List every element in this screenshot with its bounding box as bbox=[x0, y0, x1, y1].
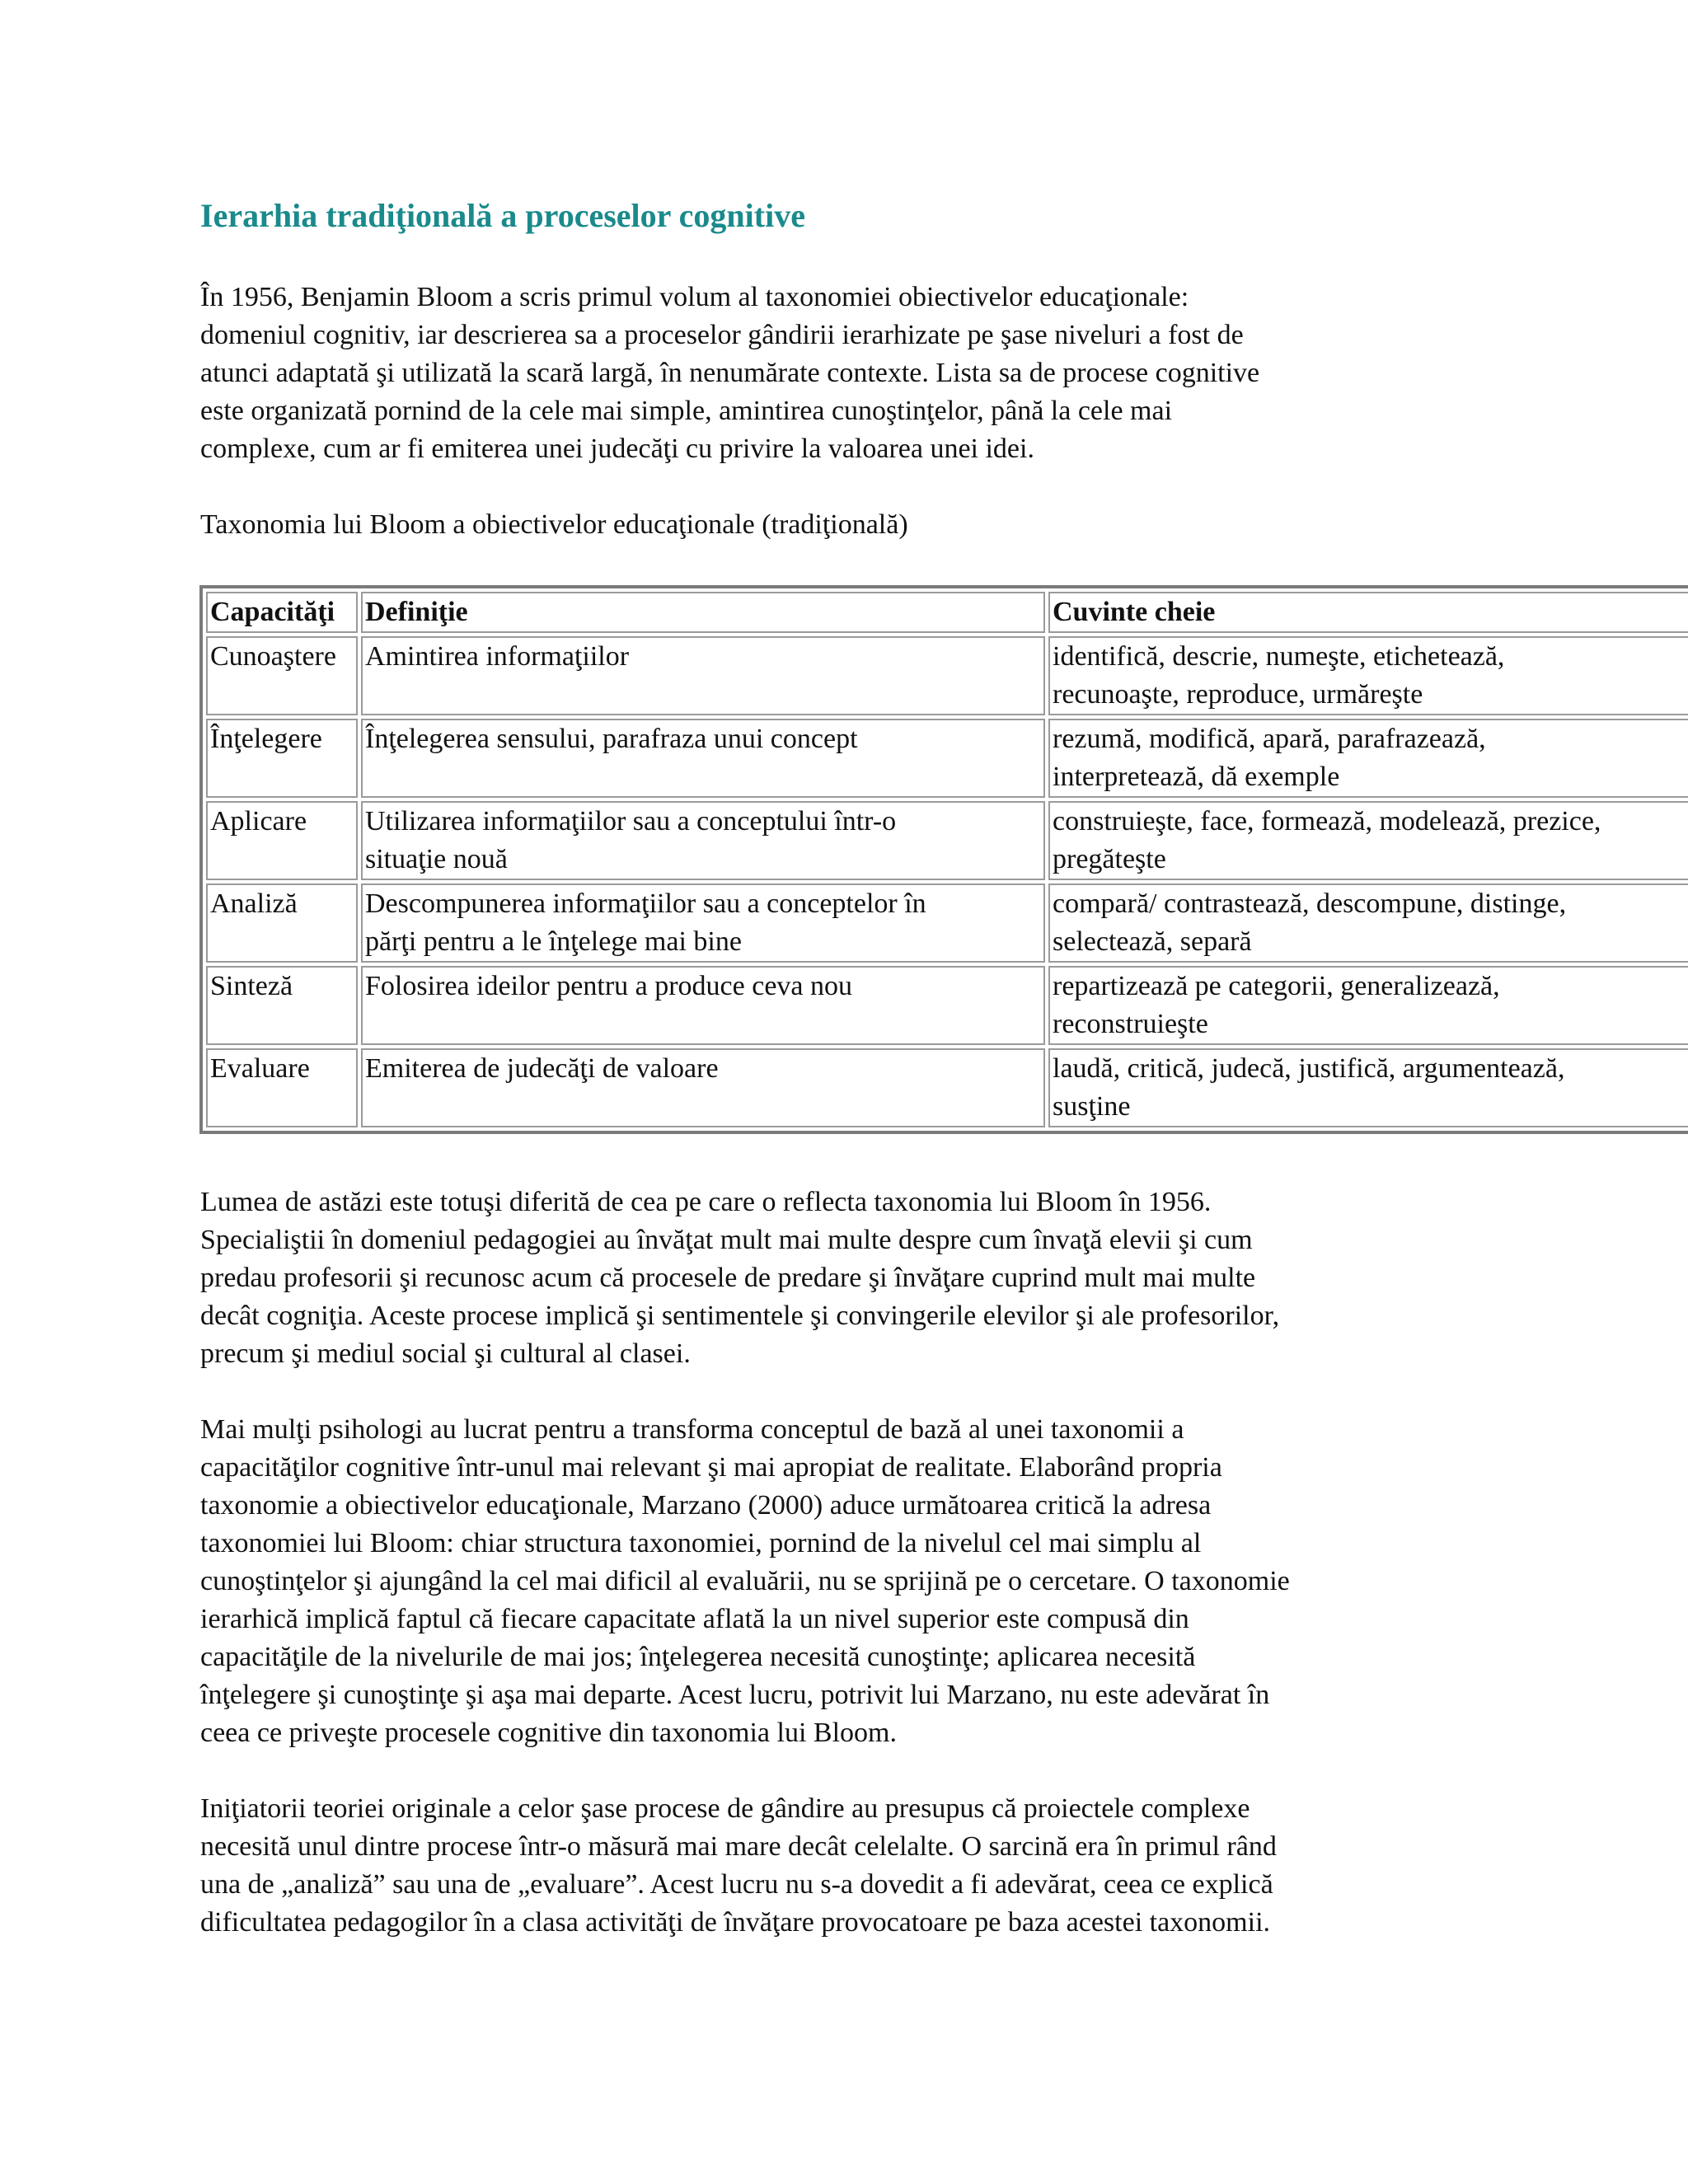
text-line: este organizată pornind de la cele mai simple, amintirea cunoştinţelor, până la cele mai bbox=[200, 396, 1173, 426]
cell-line: Descompunerea informaţiilor sau a conceptelor în bbox=[365, 888, 926, 919]
header-keywords: Cuvinte cheie bbox=[1048, 592, 1688, 633]
taxonomy-table bbox=[199, 585, 1688, 1134]
cell-definition bbox=[361, 719, 1045, 798]
text-line: Specialiştii în domeniul pedagogiei au învăţat mult mai multe despre cum învaţă elevii şi cum bbox=[200, 1225, 1253, 1255]
taxonomy-table-container bbox=[199, 585, 1688, 1146]
table-row bbox=[206, 883, 1688, 963]
page-title: Ierarhia tradiţională a proceselor cognitive bbox=[200, 197, 805, 234]
cell-line: construieşte, face, formează, modelează, prezice, bbox=[1053, 806, 1601, 837]
cell-line: repartizează pe categorii, generalizează, bbox=[1053, 971, 1500, 1001]
text-line: una de „analiză” sau una de „evaluare”. Acest lucru nu s-a dovedit a fi adevărat, ceea ce explică bbox=[200, 1869, 1273, 1900]
text-line: Mai mulţi psihologi au lucrat pentru a transforma conceptul de bază al unei taxonomii a bbox=[200, 1414, 1184, 1445]
cell-line: compară/ contrastează, descompune, distinge, bbox=[1053, 888, 1567, 919]
table-row bbox=[206, 801, 1688, 880]
text-line: cunoştinţelor şi ajungând la cel mai dificil al evaluării, nu se sprijină pe o cercetare. O taxonomie bbox=[200, 1566, 1290, 1596]
text-line: complexe, cum ar fi emiterea unei judecăţi cu privire la valoarea unei idei. bbox=[200, 434, 1034, 464]
cell-capacity: Înţelegere bbox=[206, 719, 358, 798]
text-line: Iniţiatorii teoriei originale a celor şase procese de gândire au presupus că proiectele complexe bbox=[200, 1793, 1250, 1824]
cell-line: recunoaşte, reproduce, urmăreşte bbox=[1053, 679, 1423, 710]
cell-line: laudă, critică, judecă, justifică, argumentează, bbox=[1053, 1053, 1565, 1084]
text-line: predau profesorii şi recunosc acum că procesele de predare şi învăţare cuprind mult mai multe bbox=[200, 1263, 1256, 1293]
table-caption: Taxonomia lui Bloom a obiectivelor educaţionale (tradiţională) bbox=[200, 509, 908, 540]
text-line: capacităţile de la nivelurile de mai jos; înţelegerea necesită cunoştinţe; aplicarea necesită bbox=[200, 1642, 1196, 1672]
cell-capacity: Analiză bbox=[206, 883, 358, 963]
cell-definition bbox=[361, 966, 1045, 1045]
cell-keywords bbox=[1048, 719, 1688, 798]
cell-capacity: Evaluare bbox=[206, 1048, 358, 1127]
text-line: capacităţilor cognitive într-unul mai relevant şi mai apropiat de realitate. Elaborând propria bbox=[200, 1452, 1222, 1483]
table-header-row bbox=[206, 592, 1688, 633]
cell-definition bbox=[361, 801, 1045, 880]
cell-capacity: Sinteză bbox=[206, 966, 358, 1045]
cell-line: situaţie nouă bbox=[365, 844, 508, 874]
cell-line: Utilizarea informaţiilor sau a conceptului într-o bbox=[365, 806, 897, 837]
header-definition: Definiţie bbox=[361, 592, 1045, 633]
header-capacities: Capacităţi bbox=[206, 592, 358, 633]
cell-line: selectează, separă bbox=[1053, 926, 1252, 957]
cell-capacity: Aplicare bbox=[206, 801, 358, 880]
cell-line: Înţelegerea sensului, parafraza unui concept bbox=[365, 724, 858, 754]
text-line: În 1956, Benjamin Bloom a scris primul volum al taxonomiei obiectivelor educaţionale: bbox=[200, 282, 1189, 312]
cell-capacity: Cunoaştere bbox=[206, 636, 358, 715]
cell-line: identifică, descrie, numeşte, etichetează, bbox=[1053, 641, 1505, 672]
cell-line: interpretează, dă exemple bbox=[1053, 762, 1340, 792]
cell-keywords bbox=[1048, 1048, 1688, 1127]
cell-definition bbox=[361, 883, 1045, 963]
cell-line: Emiterea de judecăţi de valoare bbox=[365, 1053, 719, 1084]
cell-definition bbox=[361, 636, 1045, 715]
table-row bbox=[206, 636, 1688, 715]
text-line: domeniul cognitiv, iar descrierea sa a proceselor gândirii ierarhizate pe şase niveluri a fost de bbox=[200, 320, 1244, 350]
cell-line: rezumă, modifică, apară, parafrazează, bbox=[1053, 724, 1486, 754]
cell-line: Folosirea ideilor pentru a produce ceva nou bbox=[365, 971, 853, 1001]
cell-line: susţine bbox=[1053, 1091, 1131, 1122]
text-line: ierarhică implică faptul că fiecare capacitate aflată la un nivel superior este compusă din bbox=[200, 1604, 1189, 1634]
table-row bbox=[206, 966, 1688, 1045]
cell-keywords bbox=[1048, 801, 1688, 880]
text-line: atunci adaptată şi utilizată la scară largă, în nenumărate contexte. Lista sa de procese cognitive bbox=[200, 358, 1260, 388]
cell-keywords bbox=[1048, 636, 1688, 715]
text-line: decât cogniţia. Aceste procese implică şi sentimentele şi convingerile elevilor şi ale profesorilor, bbox=[200, 1301, 1280, 1331]
text-line: Lumea de astăzi este totuşi diferită de cea pe care o reflecta taxonomia lui Bloom în 1956. bbox=[200, 1187, 1212, 1217]
paragraph-marzano bbox=[200, 1411, 1290, 1752]
paragraph-today bbox=[200, 1183, 1279, 1373]
cell-keywords bbox=[1048, 883, 1688, 963]
cell-line: reconstruieşte bbox=[1053, 1009, 1208, 1039]
text-line: taxonomie a obiectivelor educaţionale, Marzano (2000) aduce următoarea critică la adresa bbox=[200, 1490, 1212, 1521]
table-row bbox=[206, 719, 1688, 798]
text-line: înţelegere şi cunoştinţe şi aşa mai departe. Acest lucru, potrivit lui Marzano, nu este adevărat în bbox=[200, 1680, 1270, 1710]
cell-definition bbox=[361, 1048, 1045, 1127]
table-row bbox=[206, 1048, 1688, 1127]
text-line: necesită unul dintre procese într-o măsură mai mare decât celelalte. O sarcină era în primul rând bbox=[200, 1831, 1277, 1862]
text-line: ceea ce priveşte procesele cognitive din taxonomia lui Bloom. bbox=[200, 1718, 897, 1748]
paragraph-initiators bbox=[200, 1790, 1277, 1942]
cell-line: Amintirea informaţiilor bbox=[365, 641, 630, 672]
paragraph-intro bbox=[200, 279, 1259, 468]
cell-keywords bbox=[1048, 966, 1688, 1045]
text-line: taxonomiei lui Bloom: chiar structura taxonomiei, pornind de la nivelul cel mai simplu al bbox=[200, 1528, 1202, 1558]
cell-line: părţi pentru a le înţelege mai bine bbox=[365, 926, 742, 957]
text-line: precum şi mediul social şi cultural al clasei. bbox=[200, 1338, 691, 1369]
cell-line: pregăteşte bbox=[1053, 844, 1166, 874]
text-line: dificultatea pedagogilor în a clasa activităţi de învăţare provocatoare pe baza acestei taxonomii. bbox=[200, 1907, 1271, 1938]
